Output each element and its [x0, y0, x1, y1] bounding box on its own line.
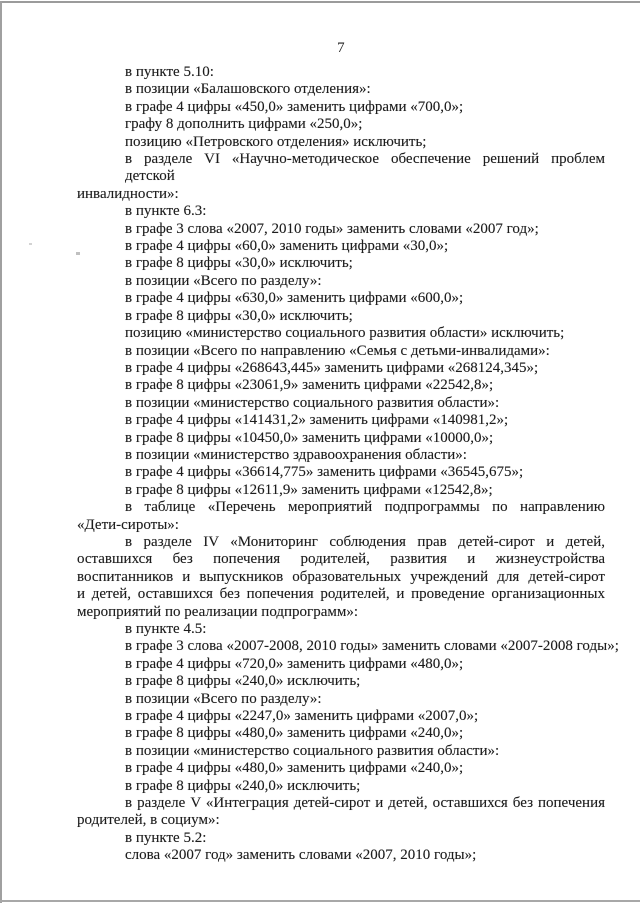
page-number: 7	[337, 40, 345, 56]
document-line: в графе 8 цифры «23061,9» заменить цифрами «22542,8»;	[125, 377, 494, 394]
document-line: в графе 8 цифры «30,0» исключить;	[125, 255, 353, 272]
document-line: мероприятий по реализации подпрограмм»:	[77, 603, 359, 620]
document-line: позицию «министерство социального развития области» исключить;	[125, 325, 565, 342]
document-line: в графе 4 цифры «2247,0» заменить цифрами «2007,0»;	[125, 708, 479, 725]
document-line: в позиции «Всего по разделу»:	[125, 690, 322, 707]
document-line: в графе 4 цифры «36614,775» заменить цифрами «36545,675»;	[125, 464, 524, 481]
document-line: в пункте 6.3:	[125, 203, 207, 220]
document-line: в графе 3 слова «2007-2008, 2010 годы» заменить словами «2007-2008 годы»;	[125, 638, 619, 655]
scan-edge-left	[0, 1, 2, 903]
document-line: слова «2007 год» заменить словами «2007, 2010 годы»;	[125, 847, 477, 864]
document-line: в разделе VI «Научно-методическое обеспечение решений проблем детской	[125, 151, 605, 185]
document-line: в пункте 5.10:	[125, 64, 214, 80]
document-line: в позиции «министерство социального развития области»:	[125, 394, 500, 411]
document-line: в позиции «Балашовского отделения»:	[125, 81, 371, 98]
document-line: в пункте 4.5:	[125, 621, 207, 637]
document-line: воспитанников и выпускников образовательных учреждений для детей-сирот	[77, 568, 605, 585]
document-line: в графе 4 цифры «630,0» заменить цифрами «600,0»;	[125, 290, 464, 307]
scan-edge-top	[0, 1, 640, 3]
document-line: в графе 8 цифры «480,0» заменить цифрами «240,0»;	[125, 725, 464, 742]
document-line: в графе 4 цифры «450,0» заменить цифрами «700,0»;	[125, 98, 464, 115]
document-line: «Дети-сироты»:	[77, 516, 179, 533]
document-line: в графе 8 цифры «10450,0» заменить цифрами «10000,0»;	[125, 429, 494, 446]
scan-edge-bottom	[0, 900, 640, 902]
document-body	[77, 64, 619, 865]
document-line: в графе 8 цифры «240,0» исключить;	[125, 673, 361, 690]
document-line: в графе 4 цифры «480,0» заменить цифрами «240,0»;	[125, 760, 464, 777]
document-line: в графе 4 цифры «720,0» заменить цифрами «480,0»;	[125, 655, 464, 672]
document-line: графу 8 дополнить цифрами «250,0»;	[125, 116, 363, 133]
document-line: и детей, оставшихся без попечения родителей, и проведение организационных	[77, 586, 605, 603]
document-line: в позиции «Всего по направлению «Семья с детьми-инвалидами»:	[125, 342, 550, 359]
document-line: в графе 4 цифры «268643,445» заменить цифрами «268124,345»;	[125, 359, 539, 376]
scan-speck	[76, 252, 80, 255]
document-line: в графе 8 цифры «30,0» исключить;	[125, 307, 353, 324]
document-line: в разделе IV «Мониторинг соблюдения прав детей-сирот и детей,	[125, 533, 605, 550]
document-line: в графе 8 цифры «12611,9» заменить цифрами «12542,8»;	[125, 481, 493, 498]
document-line: в позиции «Всего по разделу»:	[125, 272, 322, 289]
document-line: в графе 4 цифры «141431,2» заменить цифрами «140981,2»;	[125, 412, 509, 429]
document-line: в позиции «министерство здравоохранения области»:	[125, 446, 467, 463]
document-line: родителей, в социум»:	[77, 812, 220, 829]
document-line: позицию «Петровского отделения» исключить;	[125, 133, 427, 150]
document-line: в разделе V «Интеграция детей-сирот и детей, оставшихся без попечения	[125, 795, 605, 812]
document-line: оставшихся без попечения родителей, развития и жизнеустройства	[77, 551, 605, 568]
document-line: инвалидности»:	[77, 185, 179, 202]
document-line: в графе 4 цифры «60,0» заменить цифрами «30,0»;	[125, 238, 449, 255]
document-line: в графе 3 слова «2007, 2010 годы» заменить словами «2007 год»;	[125, 220, 539, 237]
document-line: в пункте 5.2:	[125, 829, 207, 846]
scan-speck	[29, 243, 32, 245]
document-line: в графе 8 цифры «240,0» исключить;	[125, 777, 361, 794]
document-line: в позиции «министерство социального развития области»:	[125, 742, 500, 759]
document-line: в таблице «Перечень мероприятий подпрограммы по направлению	[125, 499, 605, 516]
